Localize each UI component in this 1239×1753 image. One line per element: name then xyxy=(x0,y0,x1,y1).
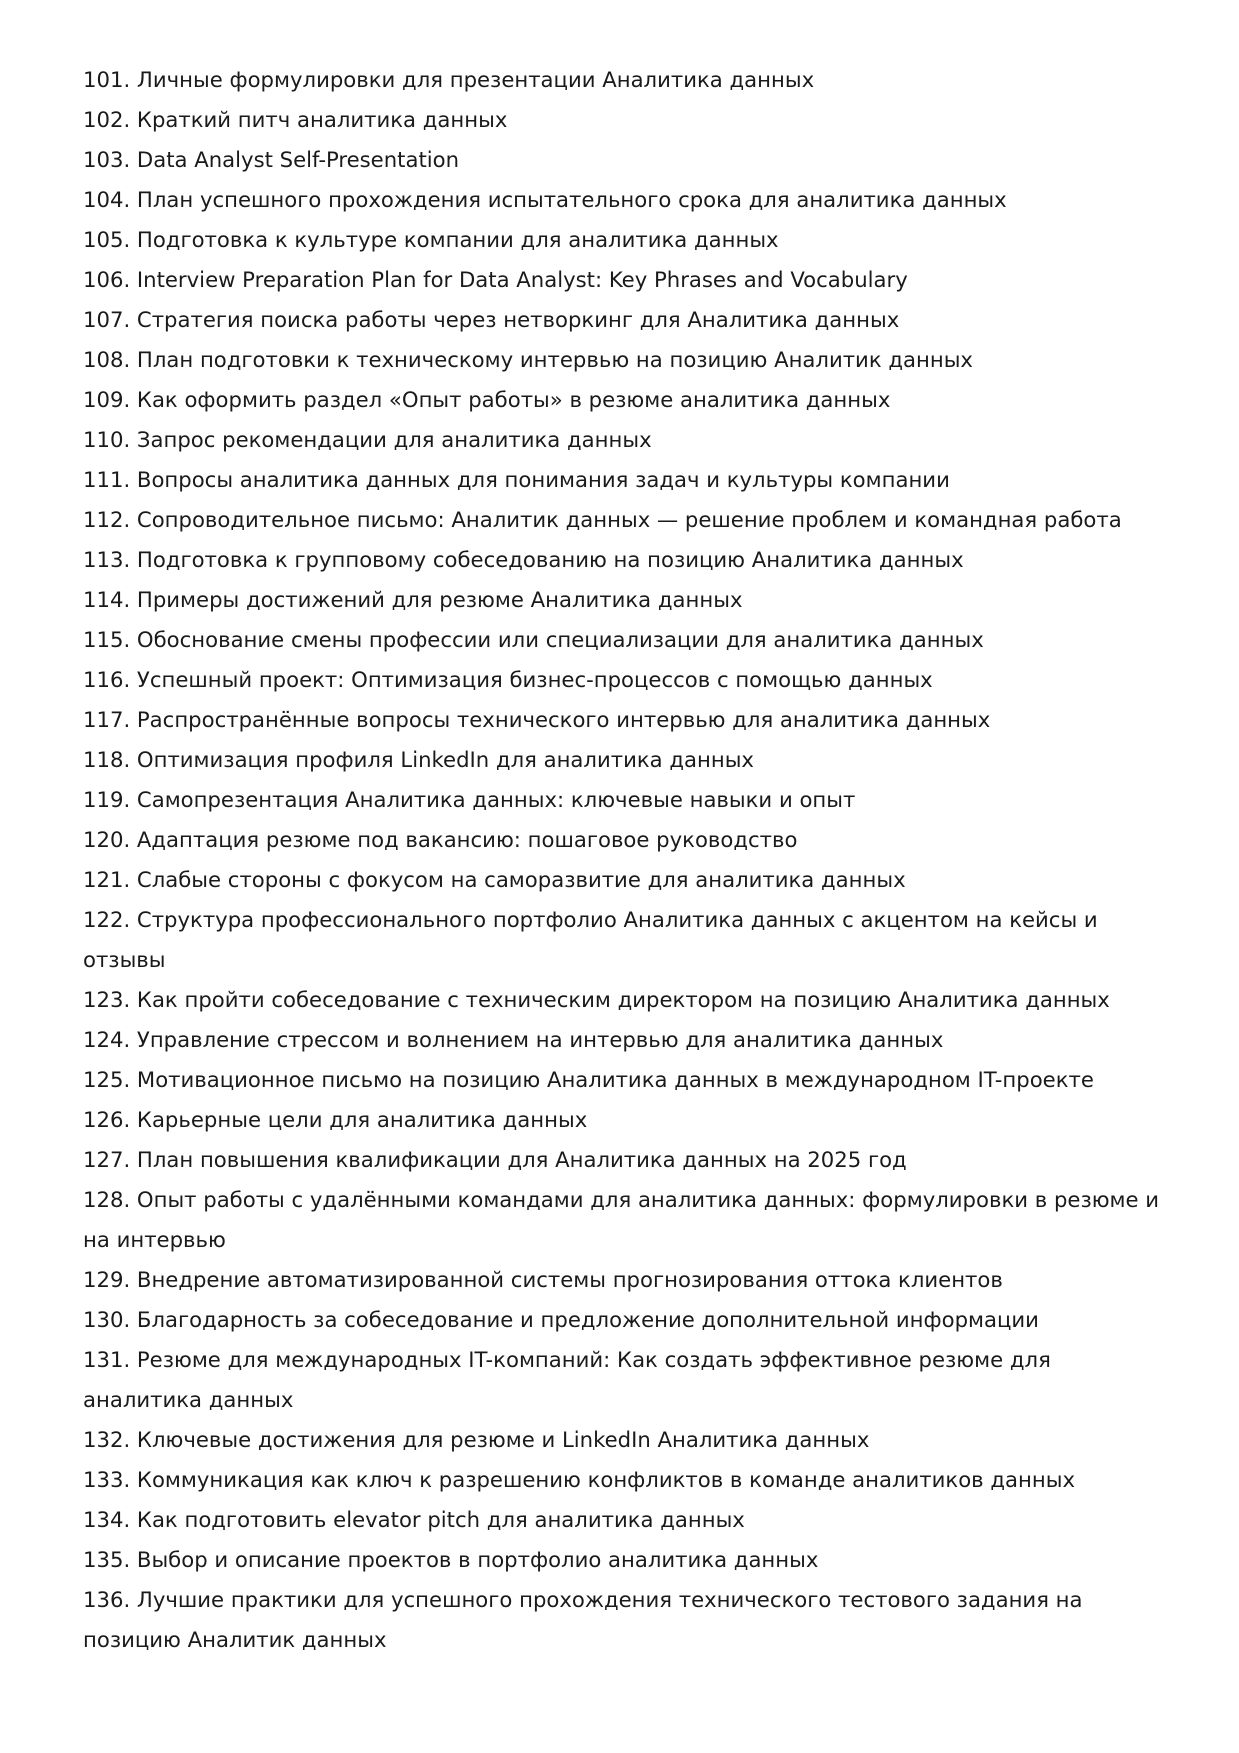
list-item: 132. Ключевые достижения для резюме и LinkedIn Аналитика данных xyxy=(83,1427,870,1452)
list-item: 119. Самопрезентация Аналитика данных: ключевые навыки и опыт xyxy=(83,787,856,812)
list-item: 128. Опыт работы с удалёнными командами для аналитика данных: формулировки в резюме и на интервью xyxy=(83,1187,1160,1252)
list-item: 111. Вопросы аналитика данных для понимания задач и культуры компании xyxy=(83,467,950,492)
list-item: 115. Обоснование смены профессии или специализации для аналитика данных xyxy=(83,627,984,652)
list-item: 125. Мотивационное письмо на позицию Аналитика данных в международном IT-проекте xyxy=(83,1067,1094,1092)
list-item: 113. Подготовка к групповому собеседованию на позицию Аналитика данных xyxy=(83,547,964,572)
list-item: 108. План подготовки к техническому интервью на позицию Аналитик данных xyxy=(83,347,973,372)
list-item: 106. Interview Preparation Plan for Data Analyst: Key Phrases and Vocabulary xyxy=(83,267,908,292)
list-item: 129. Внедрение автоматизированной системы прогнозирования оттока клиентов xyxy=(83,1267,1003,1292)
list-item: 110. Запрос рекомендации для аналитика данных xyxy=(83,427,652,452)
list-item: 134. Как подготовить elevator pitch для аналитика данных xyxy=(83,1507,745,1532)
list-item: 101. Личные формулировки для презентации Аналитика данных xyxy=(83,67,815,92)
list-item: 102. Краткий питч аналитика данных xyxy=(83,107,508,132)
list-item: 127. План повышения квалификации для Аналитика данных на 2025 год xyxy=(83,1147,907,1172)
list-item: 118. Оптимизация профиля LinkedIn для аналитика данных xyxy=(83,747,754,772)
list-item: 107. Стратегия поиска работы через нетворкинг для Аналитика данных xyxy=(83,307,900,332)
list-item: 116. Успешный проект: Оптимизация бизнес-процессов с помощью данных xyxy=(83,667,933,692)
list-item: 123. Как пройти собеседование с техническим директором на позицию Аналитика данных xyxy=(83,987,1110,1012)
list-item: 105. Подготовка к культуре компании для аналитика данных xyxy=(83,227,779,252)
list-item: 122. Структура профессионального портфолио Аналитика данных с акцентом на кейсы и отзывы xyxy=(83,907,1098,972)
list-item: 114. Примеры достижений для резюме Аналитика данных xyxy=(83,587,743,612)
list-item: 104. План успешного прохождения испытательного срока для аналитика данных xyxy=(83,187,1007,212)
list-item: 135. Выбор и описание проектов в портфолио аналитика данных xyxy=(83,1547,819,1572)
list-item: 120. Адаптация резюме под вакансию: пошаговое руководство xyxy=(83,827,798,852)
list-item: 131. Резюме для международных IT-компаний: Как создать эффективное резюме для аналитика данных xyxy=(83,1347,1051,1412)
list-item: 112. Сопроводительное письмо: Аналитик данных — решение проблем и командная работа xyxy=(83,507,1122,532)
list-item: 109. Как оформить раздел «Опыт работы» в резюме аналитика данных xyxy=(83,387,891,412)
list-item: 117. Распространённые вопросы технического интервью для аналитика данных xyxy=(83,707,991,732)
document-list xyxy=(83,60,1163,1660)
list-item: 136. Лучшие практики для успешного прохождения технического тестового задания на позицию Аналитик данных xyxy=(83,1587,1083,1652)
list-item: 126. Карьерные цели для аналитика данных xyxy=(83,1107,588,1132)
list-item: 124. Управление стрессом и волнением на интервью для аналитика данных xyxy=(83,1027,944,1052)
list-item: 103. Data Analyst Self-Presentation xyxy=(83,147,460,172)
list-item: 121. Слабые стороны с фокусом на саморазвитие для аналитика данных xyxy=(83,867,906,892)
list-item: 130. Благодарность за собеседование и предложение дополнительной информации xyxy=(83,1307,1039,1332)
list-item: 133. Коммуникация как ключ к разрешению конфликтов в команде аналитиков данных xyxy=(83,1467,1075,1492)
